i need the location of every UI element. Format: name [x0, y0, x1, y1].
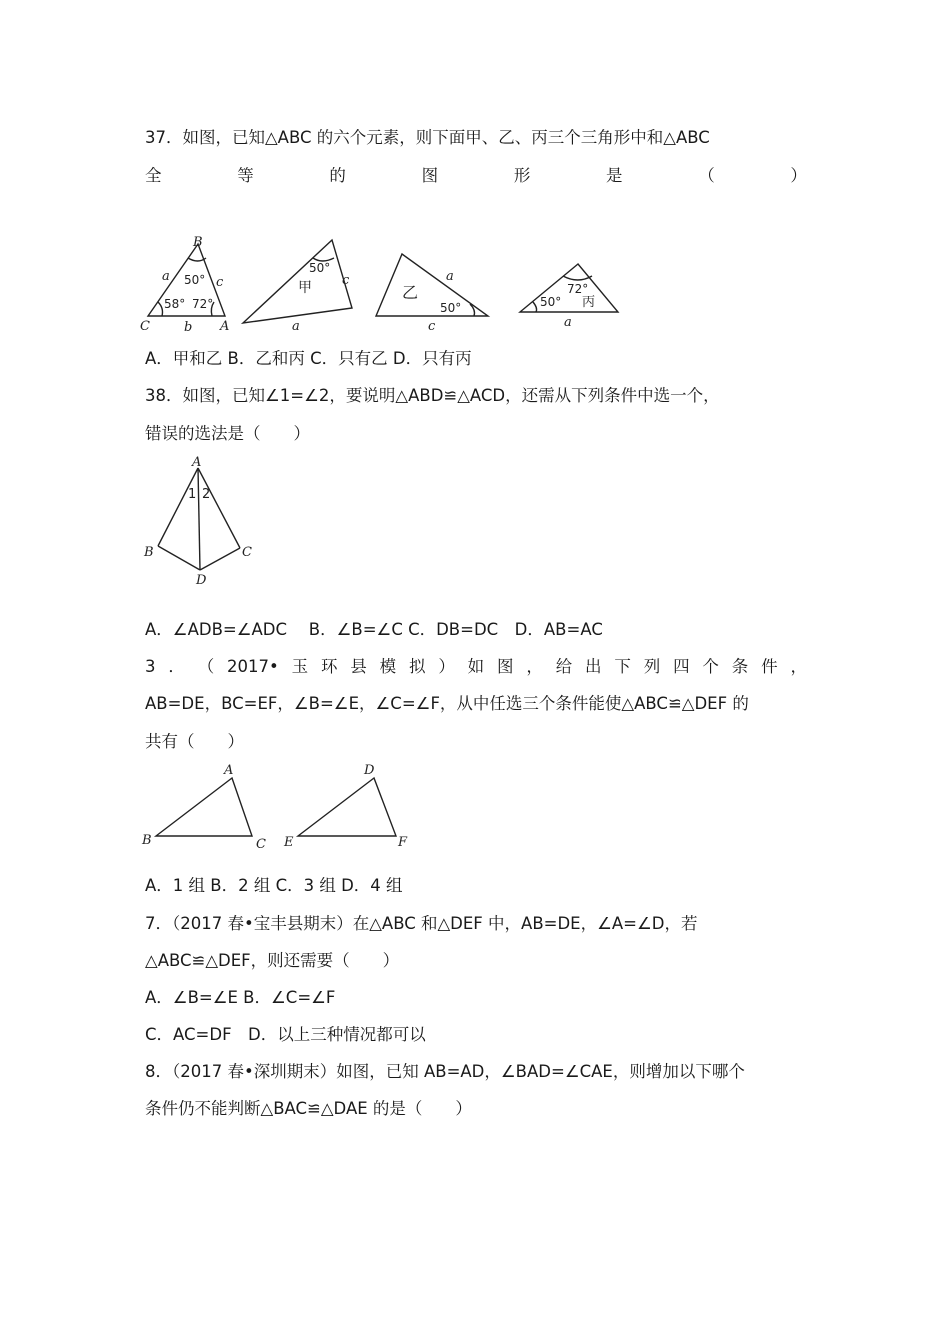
side-c: c [216, 275, 224, 290]
label-b: B [142, 833, 152, 848]
jia-side-a: a [292, 319, 300, 334]
q37-word: 图 [421, 166, 439, 185]
label-b: B [193, 235, 203, 250]
yi-side-a: a [446, 269, 454, 284]
label-c: C [140, 319, 150, 334]
triangle-bing-name: 丙 [582, 295, 596, 310]
bing-angle1-value: 50° [540, 295, 562, 309]
q3-word: ， [790, 657, 807, 676]
q37-word: 全 [145, 166, 162, 185]
angle-b-value: 50° [184, 273, 206, 287]
q3-word: 如 [467, 657, 485, 676]
triangle-yi-name: 乙 [402, 283, 419, 302]
bing-side-a: a [564, 315, 572, 330]
yi-angle-value: 50° [440, 301, 462, 315]
q3-word: ． [168, 657, 185, 676]
q3-word: 个 [702, 657, 719, 676]
q3-word: 2017• [227, 657, 279, 676]
q3-stem-line2: AB=DE，BC=EF，∠B=∠E，∠C=∠F，从中任选三个条件能使△ABC≌△DEF 的 [145, 694, 749, 713]
q3-word: 给 [555, 657, 573, 676]
q3-word: 环 [320, 657, 338, 676]
q37-stem-line1: 37．如图，已知△ABC 的六个元素，则下面甲、乙、丙三个三角形中和△ABC [145, 128, 710, 147]
bing-angle2-value: 72° [567, 282, 589, 296]
q3-word: 四 [673, 657, 690, 676]
q37-word: 是 [606, 166, 623, 185]
q3-word: 3 [145, 657, 156, 676]
triangle-jia-name: 甲 [298, 280, 312, 296]
q38-options: A．∠ADB=∠ADC B．∠B=∠C C．DB=DC D．AB=AC [145, 620, 603, 639]
label-c: C [242, 545, 252, 560]
q7-stem-line1: 7．（2017 春•宝丰县期末）在△ABC 和△DEF 中，AB=DE，∠A=∠D，若 [145, 914, 698, 933]
q3-word: （ [197, 657, 215, 676]
q3-stem-line1 [145, 655, 807, 679]
label-c: C [256, 837, 266, 852]
q38-stem-line1: 38．如图，已知∠1=∠2，要说明△ABD≌△ACD，还需从下列条件中选一个， [145, 386, 720, 405]
q37-options: A．甲和乙 B．乙和丙 C．只有乙 D．只有丙 [145, 349, 472, 368]
q3-word: 出 [585, 657, 602, 676]
angle-a-value: 72° [192, 297, 214, 311]
side-b: b [184, 320, 193, 335]
q8-stem-line2: 条件仍不能判断△BAC≌△DAE 的是（ ） [145, 1099, 472, 1118]
q3-word: ， [526, 657, 543, 676]
q3-stem-line3: 共有（ ） [145, 732, 244, 751]
label-a: A [192, 455, 202, 470]
q3-word: 件 [761, 657, 778, 676]
q3-word: 玉 [291, 657, 309, 676]
jia-angle-value: 50° [309, 261, 331, 275]
label-a: A [220, 319, 230, 334]
q37-word: ） [790, 166, 807, 185]
angle-c-value: 58° [164, 297, 186, 311]
q37-word: （ [698, 166, 715, 185]
label-a: A [224, 763, 234, 778]
q37-figure [140, 228, 630, 338]
label-b: B [144, 545, 154, 560]
q3-word: 模 [379, 657, 397, 676]
q38-figure [140, 452, 260, 590]
q8-stem-line1: 8．（2017 春•深圳期末）如图，已知 AB=AD，∠BAD=∠CAE，则增加以下哪个 [145, 1062, 745, 1081]
q37-word: 等 [237, 166, 254, 185]
angle-1-label: 1 [188, 487, 197, 502]
label-d: D [364, 763, 375, 778]
q3-options: A．1 组 B．2 组 C．3 组 D．4 组 [145, 876, 403, 895]
q3-word: 下 [614, 657, 631, 676]
q3-word: 拟 [408, 657, 426, 676]
label-e: E [284, 835, 294, 850]
q7-stem-line2: △ABC≌△DEF，则还需要（ ） [145, 951, 400, 970]
q38-stem-line2: 错误的选法是（ ） [145, 424, 310, 443]
q3-word: 列 [643, 657, 661, 676]
q7-options-line1: A．∠B=∠E B．∠C=∠F [145, 988, 336, 1007]
q3-word: 条 [731, 657, 749, 676]
yi-side-c: c [428, 319, 436, 334]
q7-options-line2: C．AC=DF D．以上三种情况都可以 [145, 1025, 426, 1044]
q37-stem-line2 [145, 164, 807, 188]
q3-word: 图 [497, 657, 514, 676]
q3-word: ） [438, 657, 455, 676]
q3-figure [140, 758, 420, 854]
side-a: a [162, 269, 170, 284]
q37-word: 的 [329, 166, 346, 185]
q37-word: 形 [513, 166, 531, 185]
q3-word: 县 [350, 657, 367, 676]
jia-side-c: c [342, 273, 350, 288]
label-d: D [196, 573, 207, 588]
angle-2-label: 2 [202, 487, 211, 502]
label-f: F [398, 835, 408, 850]
